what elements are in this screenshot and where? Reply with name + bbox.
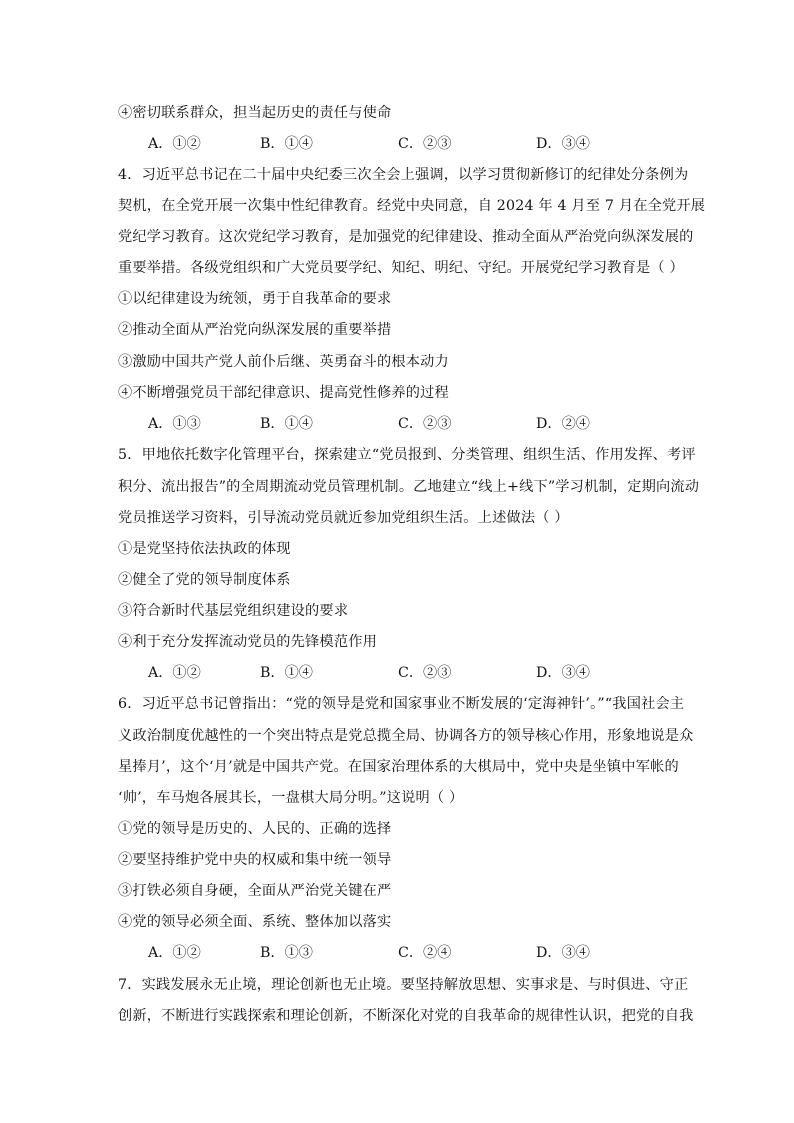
q4-choice-a: A．①③ (148, 416, 201, 432)
q3-option-4: ④密切联系群众，担当起历史的责任与使命 (118, 105, 392, 121)
q4-stem-line-2: 契机，在全党开展一次集中性纪律教育。经党中央同意，自 2024 年 4 月至 7 月在全党开展 (118, 198, 706, 214)
q4-option-3: ③激励中国共产党人前仆后继、英勇奋斗的根本动力 (118, 354, 449, 370)
q7-stem-line-1: 7．实践发展永无止境，理论创新也无止境。要坚持解放思想、实事求是、与时俱进、守正 (118, 977, 689, 993)
q4-choice-c: C．②③ (398, 416, 452, 432)
q5-option-1: ①是党坚持依法执政的体现 (118, 541, 291, 557)
q5-stem-line-3: 党员推送学习资料，引导流动党员就近参加党组织生活。上述做法（ ） (118, 510, 569, 526)
q3-choice-c: C．②③ (398, 136, 452, 152)
q3-choice-a: A．①② (148, 136, 201, 152)
q6-stem-line-2: 义政治制度优越性的一个突出特点是党总揽全局、协调各方的领导核心作用，形象地说是众 (118, 728, 694, 744)
q4-stem-line-4: 重要举措。各级党组织和广大党员要学纪、知纪、明纪、守纪。开展党纪学习教育是（ ） (118, 260, 684, 276)
q4-stem-line-3: 党纪学习教育。这次党纪学习教育，是加强党的纪律建设、推动全面从严治党向纵深发展的 (118, 229, 694, 245)
q4-choice-d: D．②④ (536, 416, 590, 432)
q6-choice-b: B．①③ (260, 945, 313, 961)
q3-choice-b: B．①④ (260, 136, 313, 152)
q6-choice-d: D．③④ (536, 945, 590, 961)
q5-choice-c: C．②③ (398, 665, 452, 681)
q4-choice-b: B．①④ (260, 416, 313, 432)
q6-stem-line-4: ‘帅’，车马炮各展其长，一盘棋大局分明。”这说明（ ） (118, 790, 464, 806)
q6-stem-line-3: 星捧月’，这个‘月’就是中国共产党。在国家治理体系的大棋局中，党中央是坐镇中军帐的 (118, 759, 679, 775)
q5-option-3: ③符合新时代基层党组织建设的要求 (118, 603, 349, 619)
q5-stem-line-1: 5．甲地依托数字化管理平台，探索建立“党员报到、分类管理、组织生活、作用发挥、考评 (118, 447, 696, 463)
q6-choice-a: A．①② (148, 945, 201, 961)
q5-choice-d: D．③④ (536, 665, 590, 681)
q6-choice-c: C．②④ (398, 945, 452, 961)
q4-option-1: ①以纪律建设为统领，勇于自我革命的要求 (118, 291, 392, 307)
q5-option-2: ②健全了党的领导制度体系 (118, 572, 291, 588)
q5-option-4: ④利于充分发挥流动党员的先锋模范作用 (118, 634, 377, 650)
q6-stem-line-1: 6．习近平总书记曾指出：“党的领导是党和国家事业不断发展的‘定海神针’。”“我国社会主 (118, 696, 685, 712)
q7-stem-line-2: 创新，不断进行实践探索和理论创新，不断深化对党的自我革命的规律性认识，把党的自我 (118, 1008, 694, 1024)
q6-option-3: ③打铁必须自身硬，全面从严治党关键在严 (118, 883, 392, 899)
q5-choice-b: B．①④ (260, 665, 313, 681)
q4-option-2: ②推动全面从严治党向纵深发展的重要举措 (118, 322, 392, 338)
q5-stem-line-2: 积分、流出报告”的全周期流动党员管理机制。乙地建立“线上+线下”学习机制，定期向流动 (118, 479, 700, 495)
q4-stem-line-1: 4．习近平总书记在二十届中央纪委三次全会上强调，以学习贯彻新修订的纪律处分条例为 (118, 167, 689, 183)
q6-option-4: ④党的领导必须全面、系统、整体加以落实 (118, 914, 392, 930)
q6-option-1: ①党的领导是历史的、人民的、正确的选择 (118, 821, 392, 837)
q4-option-4: ④不断增强党员干部纪律意识、提高党性修养的过程 (118, 385, 449, 401)
q3-choice-d: D．③④ (536, 136, 590, 152)
q6-option-2: ②要坚持维护党中央的权威和集中统一领导 (118, 852, 392, 868)
q5-choice-a: A．①② (148, 665, 201, 681)
